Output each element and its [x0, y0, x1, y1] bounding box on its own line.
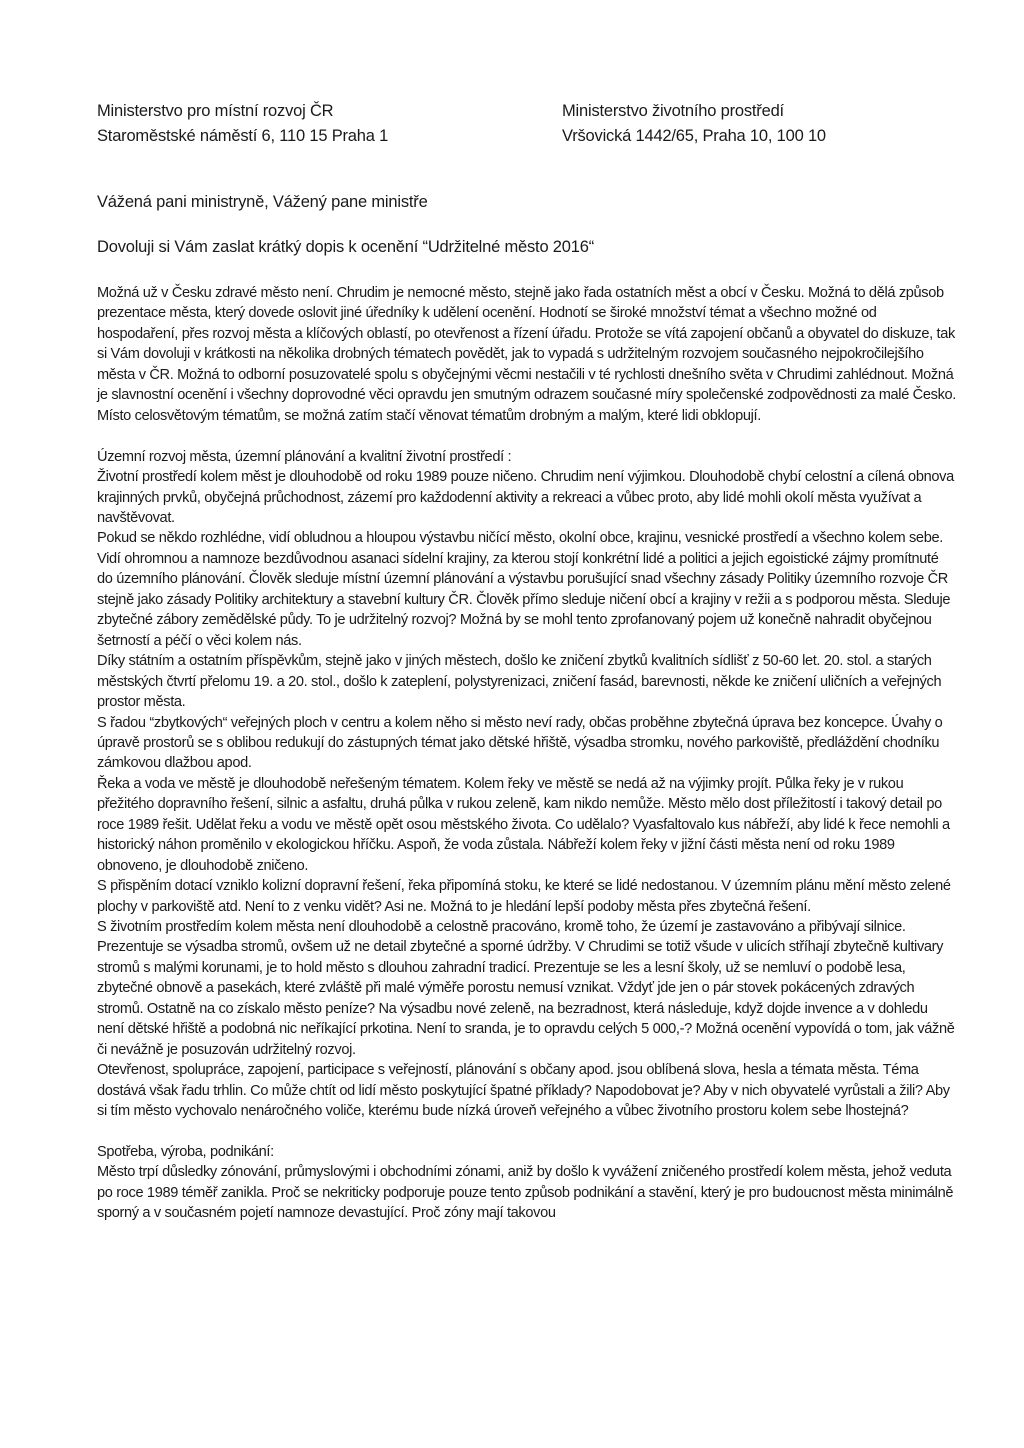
- intro-paragraph: Možná už v Česku zdravé město není. Chrudim je nemocné město, stejně jako řada ostatních měst a obcí v Česku. Možná to dělá způsob prezentace města, který dovede oslovit jiné úředníky k udělení ocenění. Hodnotí se široké množství témat a všechno možné od hospodaření, přes rozvoj města a klíčových oblastí, po otevřenost a řízení úřadu. Protože se vítá zapojení občanů a obyvatel do diskuze, tak si Vám dovoluji v krátkosti na několika drobných tématech povědět, jak to vypadá s udržitelným rozvojem současného nejpokročilejšího města v ČR. Možná to odborní posuzovatelé spolu s obyčejnými věcmi nestačili v té rychlosti dnešního světa v Chrudimi zahlédnout. Možná je slavnostní ocenění i všechny doprovodné věci opravdu jen smutným odrazem současné míry společenské zodpovědnosti za malé Česko. Místo celosvětovým tématům, se možná zatím stačí věnovat tématům drobným a malým, které lidi obklopují.: [97, 285, 956, 424]
- paragraph: S přispěním dotací vzniklo kolizní dopravní řešení, řeka připomíná stoku, ke které se lidé nedostanou. V územním plánu mění město zelené plochy v parkoviště atd. Není to z venku vidět? Asi ne. Možná to je hledání lepší podoby města přes zbytečná řešení.: [97, 878, 951, 915]
- paragraph-gap: [97, 1122, 957, 1142]
- paragraph: Otevřenost, spolupráce, zapojení, participace s veřejností, plánování s občany apod. jsou oblíbená slova, hesla a témata města. Téma dostává však řadu trhlin. Co může chtít od lidí město poskytující špatné příklady? Napodobovat je? Aby v nich obyvatelé vyrůstali a žili? Aby si tím město vychovalo nenáročného voliče, kterému bude nízká úroveň veřejného a vůbec životního prostoru kolem sebe lhostejná?: [97, 1062, 950, 1120]
- letter-body: [97, 283, 957, 1224]
- recipient-block-left: [97, 99, 388, 149]
- paragraph: Díky státním a ostatním příspěvkům, stejně jako v jiných městech, došlo ke zničení zbytků kvalitních sídlišť z 50-60 let. 20. stol. a starých městských čtvrtí přelomu 19. a 20. stol., došlo k zateplení, polystyrenizaci, zničení fasád, barevnosti, někde ke zničení uličních a veřejných prostor města.: [97, 653, 942, 711]
- section-heading: Spotřeba, výroba, podnikání:: [97, 1144, 274, 1160]
- section-consumption-production: [97, 1142, 957, 1224]
- paragraph-gap: [97, 426, 957, 446]
- section-heading: Územní rozvoj města, územní plánování a kvalitní životní prostředí :: [97, 448, 512, 465]
- recipient-address: Vršovická 1442/65, Praha 10, 100 10: [562, 127, 826, 145]
- paragraph: Řeka a voda ve městě je dlouhodobě neřešeným tématem. Kolem řeky ve městě se nedá až na výjimky projít. Půlka řeky je v rukou přežitého dopravního řešení, silnic a asfaltu, druhá půlka v rukou zeleně, kam nikdo nemůže. Město mělo dost příležitostí i takový detail po roce 1989 řešit. Udělat řeku a vodu ve městě opět osou městského života. Co udělalo? Vyasfaltovalo kus nábřeží, aby lidé k řece nemohli a historický náhon proměnilo v ekologickou hříčku. Aspoň, že voda zůstala. Nábřeží kolem řeky v jižní části města není od roku 1989 obnoveno, je dlouhodobě zničeno.: [97, 775, 950, 874]
- salutation: Vážená pani ministryně, Vážený pane ministře: [97, 193, 428, 211]
- recipient-name: Ministerstvo životního prostředí: [562, 102, 784, 120]
- recipient-address: Staroměstské náměstí 6, 110 15 Praha 1: [97, 127, 389, 145]
- paragraph: S životním prostředím kolem města není dlouhodobě a celostně pracováno, kromě toho, že území je zastavováno a přibývají silnice. Prezentuje se výsadba stromů, ovšem už ne detail zbytečné a sporné údržby. V Chrudimi se totiž všude v ulicích stříhají zbytečně kultivary stromů s malými korunami, je to hold město s dlouhou zahradní tradicí. Prezentuje se les a lesní školy, už se nemluví o podobě lesa, zbytečné obnově a pasekách, které zvláště při malé výměře porostu nemusí vznikat. Vždyť jde jen o pár stovek pokácených zdravých stromů. Ostatně na co získalo město peníze? Na výsadbu nové zeleně, na bezradnost, která následuje, když dojde invence a v dohledu není dětské hřiště a podobná nic neříkající prkotina. Není to sranda, je to opravdu celých 5 000,-? Možná ocenění vypovídá o tom, jak vážně či nevážně je posuzován udržitelný rozvoj.: [97, 919, 955, 1058]
- subject-line: Dovoluji si Vám zaslat krátký dopis k ocenění “Udržitelné město 2016“: [97, 238, 595, 256]
- paragraph: Město trpí důsledky zónování, průmyslovými i obchodními zónami, aniž by došlo k vyvážení zničeného prostředí kolem města, jehož veduta po roce 1989 téměř zanikla. Proč se nekriticky podporuje pouze tento způsob podnikání a stavění, který je pro budoucnost města minimálně sporný a v současném pojetí namnoze devastující. Proč zóny mají takovou: [97, 1164, 954, 1222]
- paragraph: S řadou “zbytkových“ veřejných ploch v centru a kolem něho si město neví rady, občas proběhne zbytečná úprava bez koncepce. Úvahy o úpravě prostorů se s oblibou redukují do zástupných témat jako dětské hřiště, výsadba stromku, nového parkoviště, předláždění chodníku zámkovou dlažbou apod.: [97, 714, 943, 772]
- paragraph: Pokud se někdo rozhlédne, vidí obludnou a hloupou výstavbu ničící město, okolní obce, krajinu, vesnické prostředí a všechno kolem sebe. Vidí ohromnou a namnoze bezdůvodnou asanaci sídelní krajiny, za kterou stojí konkrétní lidé a politici a jejich egoistické zájmy promítnuté do územního plánování. Člověk sleduje místní územní plánování a výstavbu porušující snad všechny zásady Politiky územního rozvoje ČR stejně jako zásady Politiky architektury a stavební kultury ČR. Člověk přímo sleduje ničení obcí a krajiny v režii a s podporou města. Sleduje zbytečné zábory zemědělské půdy. To je udržitelný rozvoj? Možná by se mohl tento zprofanovaný pojem už konečně nahradit obyčejnou šetrností a péčí o věci kolem nás.: [97, 530, 951, 649]
- section-territorial-development: [97, 447, 957, 1122]
- recipient-name: Ministerstvo pro místní rozvoj ČR: [97, 102, 334, 120]
- paragraph: Životní prostředí kolem měst je dlouhodobě od roku 1989 pouze ničeno. Chrudim není výjimkou. Dlouhodobě chybí celostní a cílená obnova krajinných prvků, obyčejná průchodnost, zázemí pro každodenní aktivity a rekreaci a vůbec proto, aby lidé mohli okolí města využívat a navštěvovat.: [97, 469, 954, 526]
- recipient-block-right: [562, 99, 826, 149]
